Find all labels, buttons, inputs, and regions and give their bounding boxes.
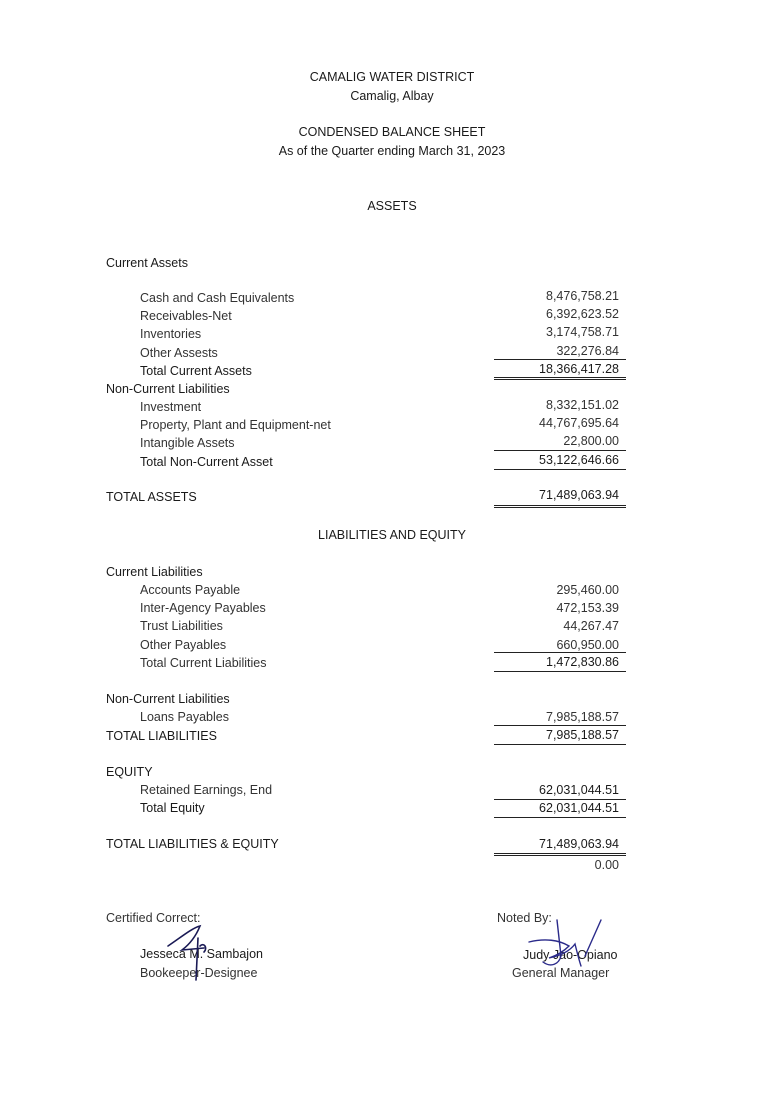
total-current-assets-value: 18,366,417.28: [539, 362, 619, 376]
total-noncurrent-assets-value: 53,122,646.66: [539, 453, 619, 467]
asset-item-label: Other Assests: [140, 346, 218, 360]
total-liabilities-equity-value: 71,489,063.94: [539, 837, 619, 851]
total-assets-label: TOTAL ASSETS: [106, 490, 197, 504]
bookkeeper-title: Bookeeper-Designee: [140, 966, 258, 980]
organization-location: Camalig, Albay: [350, 89, 434, 103]
general-manager-signature: [515, 912, 615, 982]
subtotal-rule: [494, 469, 626, 470]
liability-item-value: 44,267.47: [563, 619, 619, 633]
total-liabilities-value: 7,985,188.57: [546, 728, 619, 742]
difference-value: 0.00: [594, 858, 619, 872]
asset-item-value: 8,332,151.02: [546, 398, 619, 412]
subtotal-rule: [494, 817, 626, 818]
asset-item-label: Inventories: [140, 327, 202, 341]
equity-item-value: 62,031,044.51: [539, 783, 619, 797]
report-period: As of the Quarter ending March 31, 2023: [278, 144, 506, 158]
total-liabilities-label: TOTAL LIABILITIES: [106, 729, 217, 743]
asset-item-value: 22,800.00: [563, 434, 619, 448]
report-title: CONDENSED BALANCE SHEET: [298, 125, 486, 139]
liability-item-value: 295,460.00: [556, 583, 619, 597]
total-equity-value: 62,031,044.51: [539, 801, 619, 815]
asset-item-label: Cash and Cash Equivalents: [140, 291, 295, 305]
total-equity-label: Total Equity: [140, 801, 205, 815]
subtotal-rule: [494, 799, 626, 800]
general-manager-title: General Manager: [512, 966, 610, 980]
noted-by-caption: Noted By:: [497, 911, 552, 925]
equity-item-label: Retained Earnings, End: [140, 783, 273, 797]
asset-item-label: Property, Plant and Equipment-net: [140, 418, 331, 432]
asset-item-value: 3,174,758.71: [546, 325, 619, 339]
current-liabilities-heading: Current Liabilities: [106, 565, 203, 579]
liability-item-label: Accounts Payable: [140, 583, 241, 597]
liability-item-value: 660,950.00: [556, 638, 619, 652]
asset-item-value: 322,276.84: [556, 344, 619, 358]
noncurrent-liabilities-heading: Non-Current Liabilities: [106, 692, 230, 706]
bookkeeper-signature: [160, 918, 220, 988]
total-liabilities-equity-label: TOTAL LIABILITIES & EQUITY: [106, 837, 279, 851]
total-noncurrent-assets-label: Total Non-Current Asset: [140, 455, 273, 469]
liability-item-label: Other Payables: [140, 638, 227, 652]
asset-item-value: 6,392,623.52: [546, 307, 619, 321]
liability-item-value: 472,153.39: [556, 601, 619, 615]
asset-item-label: Receivables-Net: [140, 309, 232, 323]
current-assets-heading: Current Assets: [106, 256, 188, 270]
subtotal-rule: [494, 359, 626, 360]
assets-heading: ASSETS: [367, 199, 417, 213]
general-manager-name: Judy Jao-Opiano: [523, 948, 618, 962]
liabilities-equity-heading: LIABILITIES AND EQUITY: [318, 528, 466, 542]
total-double-rule: [494, 505, 626, 508]
noncurrent-assets-heading: Non-Current Liabilities: [106, 382, 230, 396]
total-current-liabilities-label: Total Current Liabilities: [140, 656, 267, 670]
organization-name: CAMALIG WATER DISTRICT: [309, 70, 475, 84]
liability-item-label: Trust Liabilities: [140, 619, 223, 633]
subtotal-rule: [494, 725, 626, 726]
certified-correct-caption: Certified Correct:: [106, 911, 201, 925]
asset-item-value: 44,767,695.64: [539, 416, 619, 430]
total-current-liabilities-value: 1,472,830.86: [546, 655, 619, 669]
bookkeeper-name: Jesseca M. Sambajon: [140, 947, 263, 961]
asset-item-label: Investment: [140, 400, 202, 414]
equity-heading: EQUITY: [106, 765, 153, 779]
total-double-rule: [494, 377, 626, 380]
liability-item-label: Inter-Agency Payables: [140, 601, 266, 615]
liability-item-label: Loans Payables: [140, 710, 229, 724]
total-assets-value: 71,489,063.94: [539, 488, 619, 502]
liability-item-value: 7,985,188.57: [546, 710, 619, 724]
subtotal-rule: [494, 450, 626, 451]
subtotal-rule: [494, 671, 626, 672]
asset-item-value: 8,476,758.21: [546, 289, 619, 303]
total-double-rule: [494, 853, 626, 856]
asset-item-label: Intangible Assets: [140, 436, 235, 450]
total-current-assets-label: Total Current Assets: [140, 364, 252, 378]
subtotal-rule: [494, 652, 626, 653]
subtotal-rule: [494, 744, 626, 745]
